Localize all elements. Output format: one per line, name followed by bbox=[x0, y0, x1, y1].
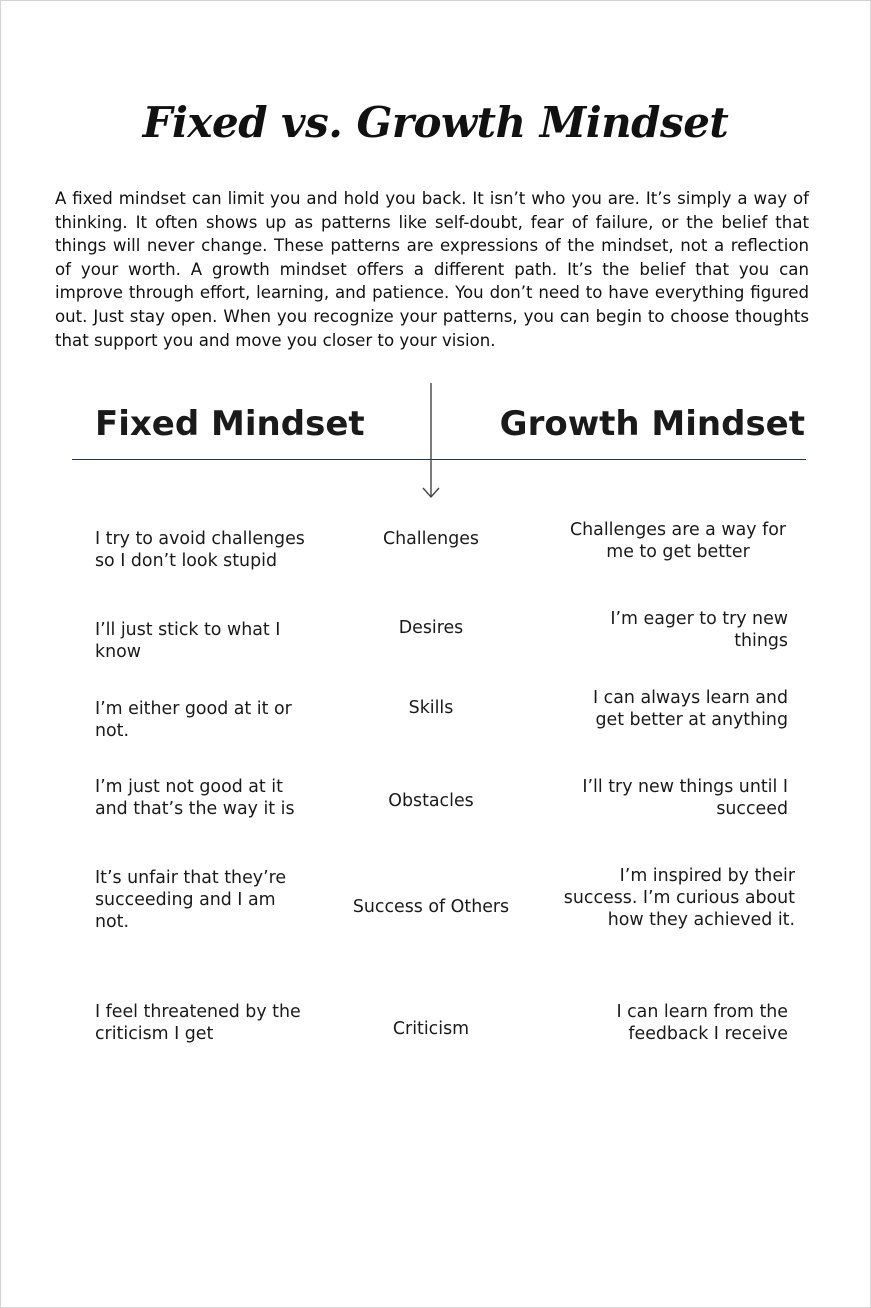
fixed-statement-skills: I’m either good at it or not. bbox=[95, 699, 292, 741]
fixed-statement-desires: I’ll just stick to what I know bbox=[95, 620, 281, 662]
fixed-statement-challenges: I try to avoid challenges so I don’t look stupid bbox=[95, 529, 305, 571]
fixed-statement-criticism: I feel threatened by the criticism I get bbox=[95, 1002, 301, 1044]
growth-statement-criticism: I can learn from the feedback I receive bbox=[616, 1002, 788, 1044]
arrow-down-icon bbox=[420, 383, 442, 501]
growth-statement-desires: I’m eager to try new things bbox=[610, 609, 788, 651]
topic-obstacles: Obstacles bbox=[388, 791, 474, 811]
growth-mindset-heading: Growth Mindset bbox=[499, 404, 805, 444]
growth-statement-skills: I can always learn and get better at anything bbox=[593, 688, 788, 730]
topic-criticism: Criticism bbox=[392, 1019, 470, 1039]
topic-challenges: Challenges bbox=[382, 529, 479, 549]
fixed-mindset-heading: Fixed Mindset bbox=[95, 404, 365, 444]
topic-skills: Skills bbox=[408, 698, 454, 718]
page-title: Fixed vs. Growth Mindset bbox=[142, 98, 729, 147]
fixed-statement-success-of-others: It’s unfair that they’re succeeding and I am not. bbox=[95, 868, 287, 932]
growth-statement-success-of-others: I’m inspired by their success. I’m curious about how they achieved it. bbox=[563, 866, 795, 930]
topic-desires: Desires bbox=[398, 618, 464, 638]
fixed-statement-obstacles: I’m just not good at it and that’s the way it is bbox=[95, 777, 295, 819]
intro-paragraph: A fixed mindset can limit you and hold you back. It isn’t who you are. It’s simply a way of thinking. It often shows up as patterns like self-doubt, fear of failure, or the belief that things will never change. These patterns are expressions of the mindset, not a reflection of your worth. A growth mindset offers a different path. It’s the belief that you can improve through effort, learning, and patience. You don’t need to have everything figured out. Just stay open. When you recognize your patterns, you can begin to choose thoughts that support you and move you closer to your vision. bbox=[55, 189, 809, 350]
topic-success-of-others: Success of Others bbox=[352, 897, 510, 917]
growth-statement-obstacles: I’ll try new things until I succeed bbox=[582, 777, 788, 819]
growth-statement-challenges: Challenges are a way for me to get better bbox=[570, 520, 786, 562]
